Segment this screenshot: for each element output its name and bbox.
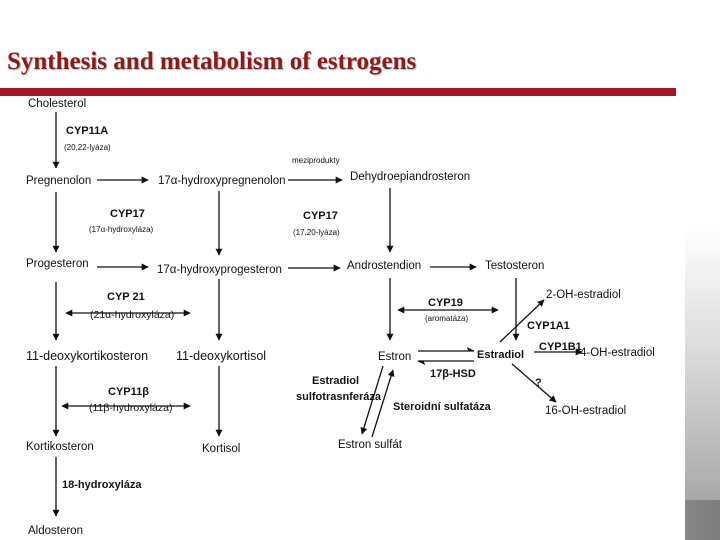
- node-11-deoxykortikosteron: 11-deoxykortikosteron: [26, 349, 149, 363]
- arrow-estradiol-16oh: [512, 364, 556, 402]
- node-androstendion: Androstendion: [347, 260, 422, 272]
- node-estradiol: Estradiol: [477, 349, 525, 361]
- node-11-deoxykortisol: 11-deoxykortisol: [176, 349, 267, 363]
- note-meziprodukty: meziprodukty: [292, 156, 340, 165]
- slide-title: Synthesis and metabolism of estrogens: [7, 48, 417, 75]
- enzyme-cyp17-hydroxylase: CYP17: [110, 208, 145, 220]
- node-aldosteron: Aldosteron: [28, 525, 83, 537]
- node-2oh-estradiol: 2-OH-estradiol: [546, 289, 621, 301]
- enzyme-cyp1a1: CYP1A1: [527, 320, 570, 332]
- node-estron: Estron: [378, 351, 412, 363]
- enzyme-cyp19: CYP19: [428, 297, 463, 309]
- node-kortikosteron: Kortikosteron: [26, 441, 94, 453]
- enzyme-cyp21: CYP 21: [107, 291, 145, 303]
- note-cyp11a: (20,22-lyáza): [64, 143, 111, 152]
- node-17oh-progesteron: 17α-hydroxyprogesteron: [157, 264, 282, 276]
- pathway-diagram: [10, 96, 685, 540]
- compound-labels-large: [26, 349, 266, 363]
- enzyme-cyp1b1: CYP1B1: [539, 341, 582, 353]
- enzyme-17b-hsd: 17β-HSD: [430, 368, 476, 380]
- note-cyp17-lyase: (17,20-lyáza): [293, 228, 340, 237]
- enzyme-18-hydroxylase: 18-hydroxyláza: [62, 479, 142, 491]
- enzyme-sulfotransferase-line1: Estradiol: [312, 375, 360, 387]
- node-estron-sulfat: Estron sulfát: [338, 439, 402, 451]
- note-cyp19: (aromatáza): [425, 314, 469, 323]
- node-dhea: Dehydroepiandrosteron: [350, 171, 471, 183]
- pathway-svg: [10, 96, 685, 540]
- node-4oh-estradiol: 4-OH-estradiol: [580, 347, 655, 359]
- arrow-steroid-sulfatase: [372, 370, 393, 437]
- title-underline-bar: [0, 88, 676, 96]
- node-cholesterol: Cholesterol: [28, 98, 87, 110]
- enzyme-steroid-sulfatase: Steroidní sulfatáza: [393, 401, 491, 413]
- note-cyp11b: (11β-hydroxyláza): [89, 402, 173, 414]
- node-17oh-pregnenolon: 17α-hydroxypregnenolon: [158, 175, 286, 187]
- note-cyp21: (21α-hydroxyláza): [90, 309, 175, 321]
- node-progesteron: Progesteron: [26, 258, 89, 270]
- node-kortisol: Kortisol: [202, 443, 241, 455]
- node-testosteron: Testosteron: [485, 260, 545, 272]
- note-cyp17-hydroxylase: (17α-hydroxyláza): [89, 225, 154, 234]
- enzyme-cyp11b: CYP11β: [108, 386, 149, 398]
- enzyme-cyp11a: CYP11A: [66, 125, 109, 137]
- enzyme-sulfotransferase-line2: sulfotrasnferáza: [296, 391, 381, 403]
- enzyme-unknown: ?: [535, 377, 542, 389]
- node-pregnenolon: Pregnenolon: [26, 175, 92, 187]
- enzyme-cyp17-lyase: CYP17: [303, 210, 338, 222]
- node-16oh-estradiol: 16-OH-estradiol: [545, 405, 627, 417]
